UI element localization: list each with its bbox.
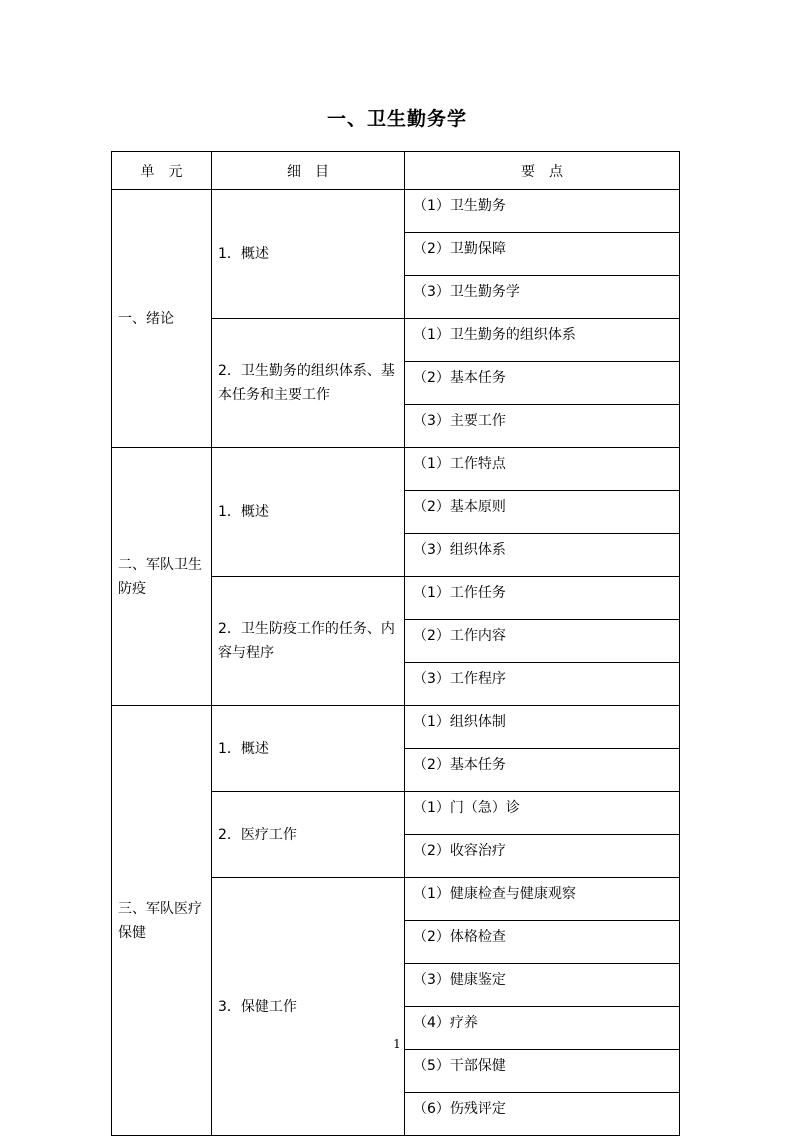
table-header-row <box>112 152 680 190</box>
page-title: 一、卫生勤务学 <box>326 108 467 130</box>
point-cell: （4）疗养 <box>405 1007 680 1050</box>
point-cell: （1）卫生勤务的组织体系 <box>405 319 680 362</box>
point-cell: （3）健康鉴定 <box>405 964 680 1007</box>
point-cell: （3）工作程序 <box>405 663 680 706</box>
point-cell: （1）健康检查与健康观察 <box>405 878 680 921</box>
detail-cell: 1．概述 <box>212 190 405 319</box>
unit-cell: 二、军队卫生防疫 <box>112 448 212 706</box>
unit-cell: 三、军队医疗保健 <box>112 706 212 1136</box>
unit-cell: 一、绪论 <box>112 190 212 448</box>
detail-cell: 2．医疗工作 <box>212 792 405 878</box>
point-cell: （2）基本任务 <box>405 749 680 792</box>
point-cell: （3）组织体系 <box>405 534 680 577</box>
detail-cell: 2．卫生勤务的组织体系、基本任务和主要工作 <box>212 319 405 448</box>
syllabus-table <box>111 151 680 1136</box>
point-cell: （2）体格检查 <box>405 921 680 964</box>
point-cell: （3）卫生勤务学 <box>405 276 680 319</box>
point-cell: （3）主要工作 <box>405 405 680 448</box>
table-row <box>112 190 680 233</box>
point-cell: （1）工作特点 <box>405 448 680 491</box>
detail-cell: 1．概述 <box>212 706 405 792</box>
header-points: 要 点 <box>405 152 680 190</box>
detail-cell: 1．概述 <box>212 448 405 577</box>
header-detail: 细 目 <box>212 152 405 190</box>
point-cell: （1）卫生勤务 <box>405 190 680 233</box>
point-cell: （6）伤残评定 <box>405 1093 680 1136</box>
point-cell: （5）干部保健 <box>405 1050 680 1093</box>
table-row <box>112 706 680 749</box>
point-cell: （2）收容治疗 <box>405 835 680 878</box>
page-number: 1 <box>393 1037 401 1051</box>
header-unit: 单 元 <box>112 152 212 190</box>
table-body <box>112 190 680 1136</box>
detail-cell: 3．保健工作 <box>212 878 405 1136</box>
point-cell: （2）基本任务 <box>405 362 680 405</box>
point-cell: （1）门（急）诊 <box>405 792 680 835</box>
point-cell: （1）组织体制 <box>405 706 680 749</box>
point-cell: （2）卫勤保障 <box>405 233 680 276</box>
detail-cell: 2．卫生防疫工作的任务、内容与程序 <box>212 577 405 706</box>
point-cell: （1）工作任务 <box>405 577 680 620</box>
table-row <box>112 448 680 491</box>
point-cell: （2）工作内容 <box>405 620 680 663</box>
point-cell: （2）基本原则 <box>405 491 680 534</box>
